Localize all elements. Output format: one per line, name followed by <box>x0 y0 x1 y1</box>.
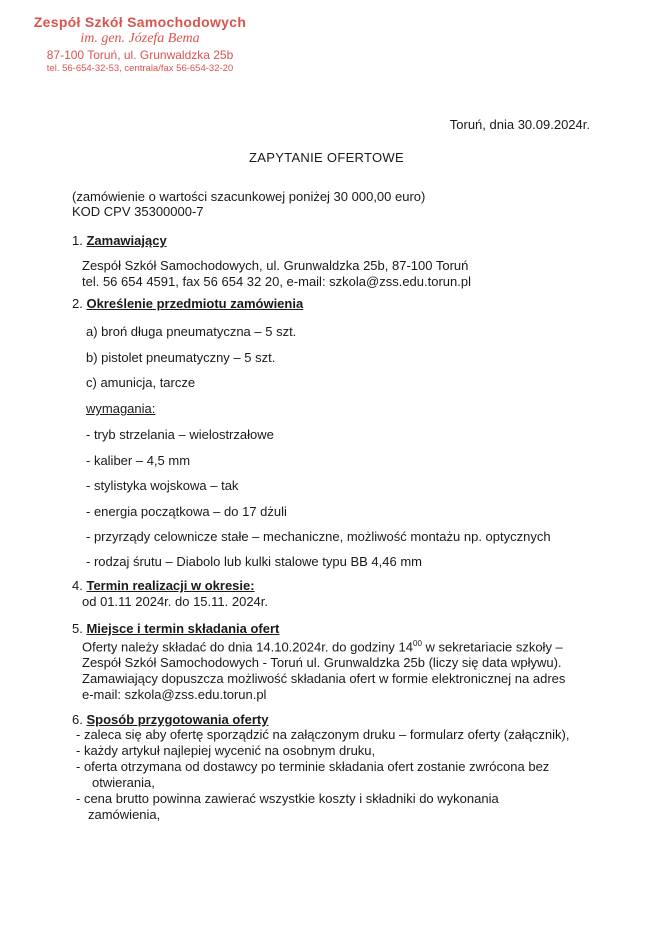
intro-line-1: (zamówienie o wartości szacunkowej poniżej 30 000,00 euro) <box>72 189 426 204</box>
stamp-line-3: 87-100 Toruń, ul. Grunwaldzka 25b <box>46 48 234 62</box>
requirements-label: wymagania: <box>86 401 156 416</box>
deadline-line <box>82 636 565 655</box>
section-number: 4. <box>72 578 83 593</box>
stamp-line-1: Zespół Szkół Samochodowych <box>33 14 247 30</box>
section-number: 2. <box>72 296 83 311</box>
section-title: Sposób przygotowania oferty <box>86 712 269 727</box>
section-6-heading <box>72 712 268 727</box>
section-1-body <box>82 258 471 290</box>
section-4-heading <box>72 578 255 593</box>
stamp-line-2: im. gen. Józefa Bema <box>80 31 200 46</box>
item-b: b) pistolet pneumatyczny – 5 szt. <box>86 350 276 365</box>
section-title: Określenie przedmiotu zamówienia <box>86 296 304 311</box>
preparation-item-continued: otwierania, <box>92 775 155 790</box>
contractor-contact: tel. 56 654 4591, fax 56 654 32 20, e-mail: szkola@zss.edu.torun.pl <box>82 274 471 289</box>
section-title: Zamawiający <box>86 233 167 248</box>
requirement-item: - stylistyka wojskowa – tak <box>86 478 239 493</box>
item-c: c) amunicja, tarcze <box>86 375 196 390</box>
section-number: 6. <box>72 712 83 727</box>
contractor-address: Zespół Szkół Samochodowych, ul. Grunwaldzka 25b, 87-100 Toruń <box>82 258 469 273</box>
preparation-item: - zaleca się aby ofertę sporządzić na załączonym druku – formularz oferty (załącznik), <box>76 727 570 742</box>
section-6-body <box>76 727 569 823</box>
intro-cpv-code: KOD CPV 35300000-7 <box>72 204 204 219</box>
school-stamp <box>30 14 250 74</box>
document-title: ZAPYTANIE OFERTOWE <box>249 150 404 165</box>
place-date: Toruń, dnia 30.09.2024r. <box>449 117 590 132</box>
section-5-heading <box>72 621 279 636</box>
preparation-item: - oferta otrzymana od dostawcy po terminie składania ofert zostanie zwrócona bez <box>76 759 550 774</box>
requirement-item: - przyrządy celownicze stałe – mechaniczne, możliwość montażu np. optycznych <box>86 529 551 544</box>
section-number: 5. <box>72 621 83 636</box>
delivery-period: od 01.11 2024r. do 15.11. 2024r. <box>82 594 269 609</box>
section-title: Termin realizacji w okresie: <box>86 578 255 593</box>
electronic-submission-line: Zamawiający dopuszcza możliwość składania ofert w formie elektronicznej na adres <box>82 671 566 687</box>
section-number: 1. <box>72 233 83 248</box>
deadline-minutes: 00 <box>413 639 422 648</box>
email-line: e-mail: szkola@zss.edu.torun.pl <box>82 687 267 703</box>
section-title: Miejsce i termin składania ofert <box>86 621 280 636</box>
requirement-item: - rodzaj śrutu – Diabolo lub kulki stalowe typu BB 4,46 mm <box>86 554 422 569</box>
requirement-item: - energia początkowa – do 17 dżuli <box>86 504 287 519</box>
stamp-line-4: tel. 56-654-32-53, centrala/fax 56-654-32-20 <box>46 63 234 74</box>
preparation-item: - cena brutto powinna zawierać wszystkie koszty i składniki do wykonania <box>76 791 499 806</box>
intro <box>72 189 425 219</box>
preparation-item-continued: zamówienia, <box>88 807 161 822</box>
requirement-item: - tryb strzelania – wielostrzałowe <box>86 427 274 442</box>
item-a: a) broń długa pneumatyczna – 5 szt. <box>86 324 297 339</box>
deadline-location: w sekretariacie szkoły – <box>421 639 563 655</box>
deadline-text: Oferty należy składać do dnia 14.10.2024r. do godziny 14 <box>82 639 413 655</box>
section-5-body <box>82 636 565 703</box>
section-2-heading <box>72 296 303 311</box>
section-1-heading <box>72 233 167 248</box>
preparation-item: - każdy artykuł najlepiej wycenić na osobnym druku, <box>76 743 376 758</box>
requirement-item: - kaliber – 4,5 mm <box>86 453 191 468</box>
school-address-line: Zespół Szkół Samochodowych - Toruń ul. Grunwaldzka 25b (liczy się data wpływu). <box>82 655 562 671</box>
